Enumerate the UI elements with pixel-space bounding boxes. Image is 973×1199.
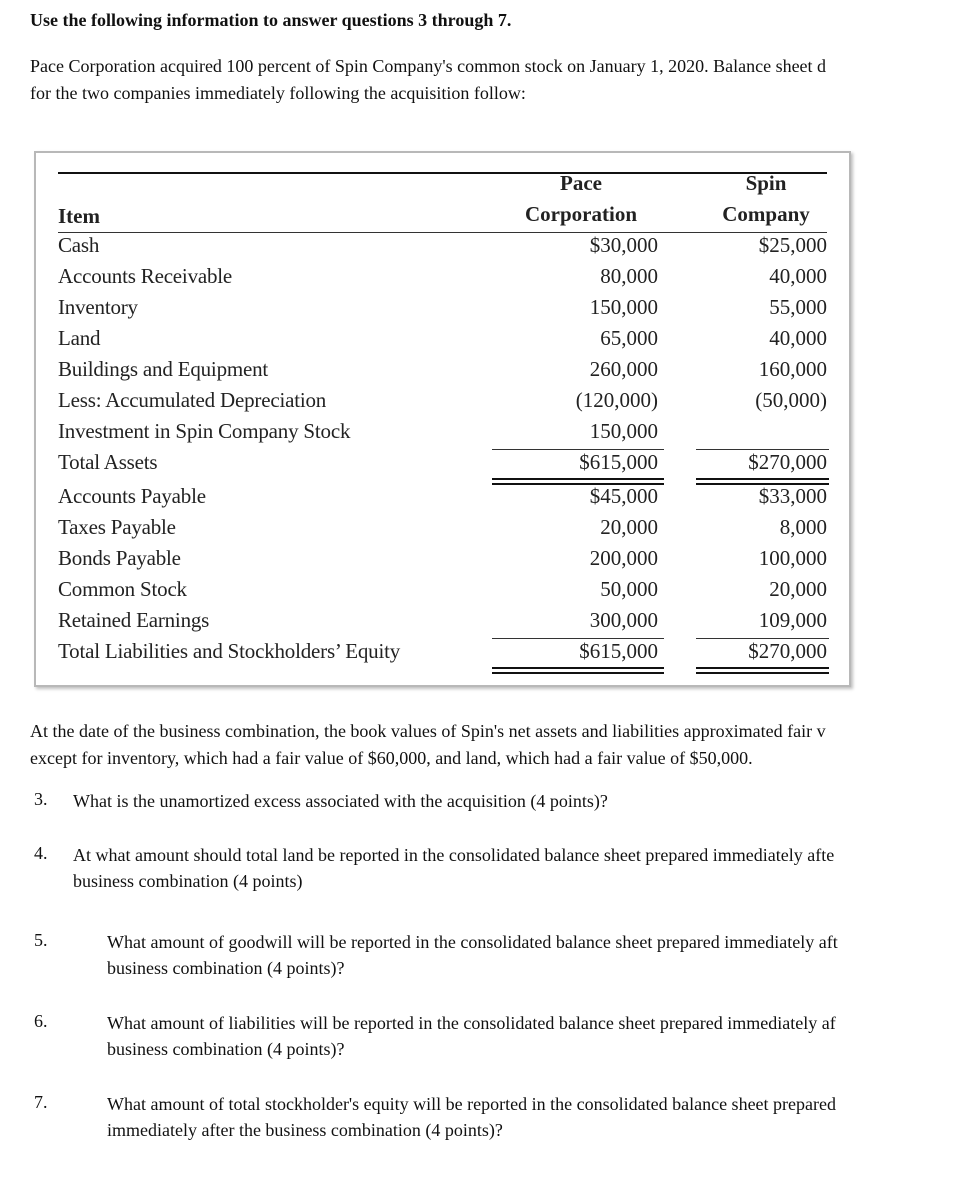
- question-4-text: [73, 842, 834, 894]
- question-3-number: 3.: [34, 789, 48, 809]
- pace-value: 150,000: [589, 419, 658, 443]
- intro-line: for the two companies immediately following the acquisition follow:: [30, 83, 526, 103]
- pace-double-rule: [492, 478, 664, 480]
- spin-header: Spin: [745, 171, 787, 195]
- spin-value: 160,000: [758, 357, 827, 381]
- pace-value: 65,000: [600, 326, 658, 350]
- pace-value: 80,000: [600, 264, 658, 288]
- question-6-text: [107, 1010, 836, 1062]
- spin-value: $270,000: [748, 450, 827, 474]
- spin-double-rule: [696, 478, 829, 480]
- page-heading: Use the following information to answer questions 3 through 7.: [30, 10, 512, 30]
- pace-value: 200,000: [589, 546, 658, 570]
- row-label: Taxes Payable: [58, 515, 176, 539]
- row-label: Bonds Payable: [58, 546, 181, 570]
- question-line: What is the unamortized excess associated with the acquisition (4 points)?: [73, 791, 608, 811]
- fair-value-line: except for inventory, which had a fair value of $60,000, and land, which had a fair value of $50,000.: [30, 748, 753, 768]
- fair-value-paragraph: [30, 718, 973, 772]
- header-rule: [58, 232, 827, 233]
- spin-value: 109,000: [758, 608, 827, 632]
- item-header: Item: [58, 204, 100, 228]
- spin-value: (50,000): [755, 388, 827, 412]
- row-label: Accounts Receivable: [58, 264, 233, 288]
- spin-value: 40,000: [769, 326, 827, 350]
- question-line: business combination (4 points)?: [107, 958, 345, 978]
- fair-value-line: At the date of the business combination, the book values of Spin's net assets and liabilities approximated fair v: [30, 721, 826, 741]
- question-3-text: [73, 788, 608, 814]
- spin-value: 40,000: [769, 264, 827, 288]
- pace-header: Pace: [560, 171, 602, 195]
- row-label: Investment in Spin Company Stock: [58, 419, 351, 443]
- pace-value: 20,000: [600, 515, 658, 539]
- row-label: Land: [58, 326, 101, 350]
- question-line: What amount of total stockholder's equity will be reported in the consolidated balance sheet prepared: [107, 1094, 836, 1114]
- row-label: Inventory: [58, 295, 138, 319]
- pace-value: 300,000: [589, 608, 658, 632]
- spin-value: 55,000: [769, 295, 827, 319]
- question-line: What amount of goodwill will be reported in the consolidated balance sheet prepared immediately aft: [107, 932, 838, 952]
- row-label: Less: Accumulated Depreciation: [58, 388, 327, 412]
- question-line: business combination (4 points): [73, 871, 303, 891]
- spin-value: $33,000: [758, 484, 827, 508]
- pace-value: $615,000: [579, 450, 658, 474]
- pace-value: (120,000): [575, 388, 658, 412]
- pace-header: Corporation: [525, 202, 637, 226]
- question-line: What amount of liabilities will be reported in the consolidated balance sheet prepared immediately af: [107, 1013, 836, 1033]
- pace-value: $615,000: [579, 639, 658, 663]
- row-label: Common Stock: [58, 577, 187, 601]
- spin-value: 8,000: [779, 515, 827, 539]
- spin-value: 100,000: [758, 546, 827, 570]
- pace-double-rule: [492, 672, 664, 674]
- question-4-number: 4.: [34, 843, 48, 863]
- row-label: Total Assets: [58, 450, 158, 474]
- question-6-number: 6.: [34, 1011, 48, 1031]
- spin-value: 20,000: [769, 577, 827, 601]
- spin-value: $25,000: [758, 233, 827, 257]
- row-label: Accounts Payable: [58, 484, 206, 508]
- question-5-number: 5.: [34, 930, 48, 950]
- spin-header: Company: [722, 202, 810, 226]
- pace-value: 260,000: [589, 357, 658, 381]
- pace-value: $45,000: [589, 484, 658, 508]
- pace-value: 50,000: [600, 577, 658, 601]
- row-label: Buildings and Equipment: [58, 357, 269, 381]
- pace-double-rule: [492, 667, 664, 669]
- row-label: Retained Earnings: [58, 608, 210, 632]
- question-line: business combination (4 points)?: [107, 1039, 345, 1059]
- intro-line: Pace Corporation acquired 100 percent of Spin Company's common stock on January 1, 2020. Balance sheet d: [30, 56, 827, 76]
- pace-value: $30,000: [589, 233, 658, 257]
- question-line: immediately after the business combination (4 points)?: [107, 1120, 503, 1140]
- balance-sheet-table: [34, 151, 851, 687]
- row-label: Total Liabilities and Stockholders’ Equity: [58, 639, 401, 663]
- question-7-number: 7.: [34, 1092, 48, 1112]
- spin-value: $270,000: [748, 639, 827, 663]
- question-7-text: [107, 1091, 836, 1143]
- pace-value: 150,000: [589, 295, 658, 319]
- question-line: At what amount should total land be reported in the consolidated balance sheet prepared immediately afte: [73, 845, 835, 865]
- intro-paragraph: [30, 53, 973, 107]
- spin-double-rule: [696, 672, 829, 674]
- row-label: Cash: [58, 233, 100, 257]
- spin-double-rule: [696, 667, 829, 669]
- question-5-text: [107, 929, 838, 981]
